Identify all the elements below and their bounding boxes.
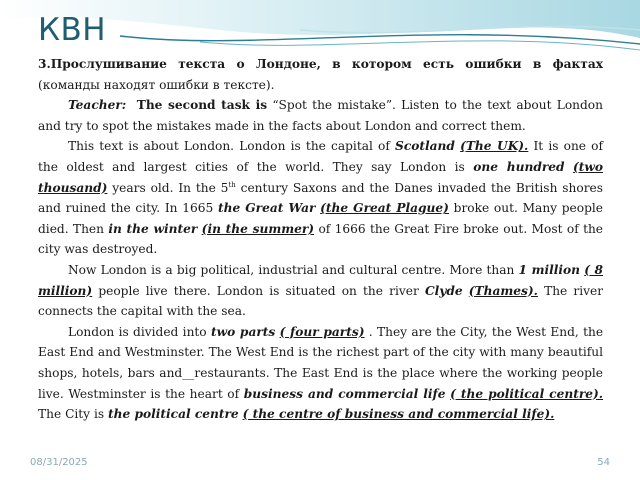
slide-title: КВН (38, 12, 107, 48)
correction-great-plague: (the Great Plague) (320, 201, 449, 216)
text-span: of 1666 the Great Fire broke out. Most of the city was destroyed. (38, 221, 604, 257)
correction-summer: (in the summer) (201, 221, 315, 236)
correction-four-parts: ( four parts) (279, 324, 365, 339)
mistake-great-war: the Great War (217, 201, 316, 216)
task-heading-bold: 3.Прослушивание текста о Лондоне, в котором есть ошибки в фактах (38, 57, 603, 71)
text-span: The river connects the capital with the sea. (38, 283, 604, 319)
superscript-th: th (228, 180, 236, 189)
text-span: Now London is a big political, industrial and cultural centre. More than (68, 262, 515, 277)
text-span: The City is (38, 407, 105, 422)
slide-date: 08/31/2025 (30, 457, 88, 468)
correction-political-centre: ( the political centre). (450, 386, 604, 401)
paragraph-parts (38, 322, 603, 425)
text-span: It is one of the oldest and largest cities of the world. They say London is (38, 139, 604, 174)
correction-business-centre: ( the centre of business and commercial life). (242, 407, 555, 422)
task-heading-note: (команды находят ошибки в тексте). (38, 77, 275, 92)
task-heading (38, 54, 603, 95)
teacher-paragraph (38, 95, 603, 136)
text-span: broke out. Many people died. Then (38, 201, 604, 236)
mistake-one-hundred: one hundred (473, 159, 565, 174)
teacher-bold-text: The second task is (136, 98, 268, 113)
paragraph-history (38, 136, 603, 260)
paragraph-population (38, 260, 603, 322)
mistake-political-centre: the political centre (107, 407, 239, 422)
text-span: This text is about London. London is the capital of (68, 139, 390, 154)
mistake-scotland: Scotland (395, 139, 455, 154)
slide-content (38, 54, 603, 425)
teacher-text: “Spot the mistake”. Listen to the text about London and try to spot the mistakes made in the facts about London and correct them. (38, 98, 603, 133)
mistake-clyde: Clyde (424, 283, 463, 298)
mistake-one-million: 1 million (518, 262, 580, 277)
text-span: people live there. London is situated on the river (98, 283, 419, 298)
mistake-business-life: business and commercial life (243, 386, 446, 401)
slide-page-number: 54 (597, 457, 610, 468)
correction-eight-million: ( 8 million) (38, 262, 603, 298)
text-span: London is divided into (68, 324, 207, 339)
mistake-two-parts: two parts (210, 324, 276, 339)
text-span: years old. In the 5 (112, 180, 229, 195)
correction-thames: (Thames). (468, 283, 538, 298)
teacher-label: Teacher: (68, 98, 127, 113)
text-span: . They are the City, the West End, the East End and Westminster. The West End is the richest part of the city with many beautiful shops, hotels, bars and__restaurants. The East End is the place where the working people live. Westminster is the heart of (38, 324, 604, 401)
correction-two-thousand: (two thousand) (38, 159, 604, 195)
mistake-winter: in the winter (108, 221, 198, 236)
text-span: century Saxons and the Danes invaded the British shores and ruined the city. In 1665 (38, 180, 604, 216)
correction-uk: (The UK). (460, 139, 529, 154)
